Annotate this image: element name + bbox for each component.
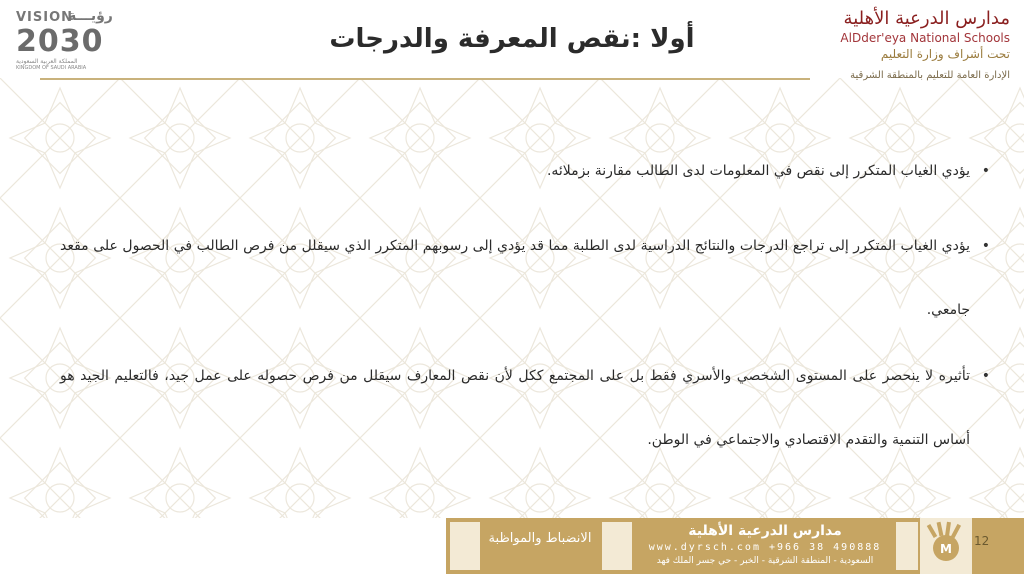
bullet-icon: •: [981, 368, 990, 384]
vision-kingdom-ar: المملكة العربية السعودية: [16, 58, 78, 65]
supervision-text: تحت أشراف وزارة التعليم: [880, 47, 1010, 61]
bullet-text: يؤدي الغياب المتكرر إلى نقص في المعلومات لدى الطالب مقارنة بزملائه.: [546, 163, 970, 179]
school-branding: [790, 8, 1010, 61]
vision-2030-logo: [16, 8, 113, 71]
header-divider: [40, 78, 810, 80]
vision-label-ar: رؤيـــة: [68, 8, 113, 24]
bullet-list: [60, 150, 990, 474]
school-name-ar: مدارس الدرعية الأهلية: [843, 8, 1010, 29]
vision-year: 2030: [16, 24, 104, 59]
school-name-en: AlDder'eya National Schools: [840, 31, 1010, 45]
bullet-item: [60, 344, 990, 472]
svg-text:M: M: [940, 542, 952, 556]
footer-website: www.dyrsch.com +966 38 490888: [648, 542, 882, 553]
footer-decor-box: [896, 522, 918, 570]
footer-section-label: الانضباط والمواظبة: [488, 531, 592, 546]
bullet-text: تأثيره لا ينحصر على المستوى الشخصي والأسري فقط بل على المجتمع ككل لأن نقص المعارف سيقلل من فرص حصوله على عمل جيد، فالتعليم الجيد هو أساس التنمية والتقدم الاقتصادي والاجتماعي في الوطن.: [60, 368, 970, 448]
bullet-icon: •: [981, 163, 990, 179]
footer-decor-box: [602, 522, 632, 570]
bullet-text: يؤدي الغياب المتكرر إلى تراجع الدرجات والنتائج الدراسية لدى الطلبة مما قد يؤدي إلى رسوبهم المتكرر الذي سيقلل من فرص الطالب في الحصول على مقعد جامعي.: [60, 238, 970, 318]
bullet-item: [60, 150, 990, 192]
vision-kingdom-en: KINGDOM OF SAUDI ARABIA: [16, 65, 87, 71]
slide-title: أولا :نقص المعرفة والدرجات: [329, 24, 695, 54]
region-text: الإدارة العامة للتعليم بالمنطقة الشرقية: [850, 70, 1010, 81]
bullet-item: [60, 214, 990, 342]
bullet-icon: •: [981, 238, 990, 254]
footer-address: السعودية - المنطقة الشرقية - الخبر - حي جسر الملك فهد: [656, 556, 874, 566]
vision-label: VISION: [16, 10, 74, 25]
footer-decor-box: [450, 522, 480, 570]
page-number: 12: [974, 534, 990, 548]
school-logo-icon: [920, 518, 972, 574]
footer-school-name: مدارس الدرعية الأهلية: [688, 523, 842, 539]
